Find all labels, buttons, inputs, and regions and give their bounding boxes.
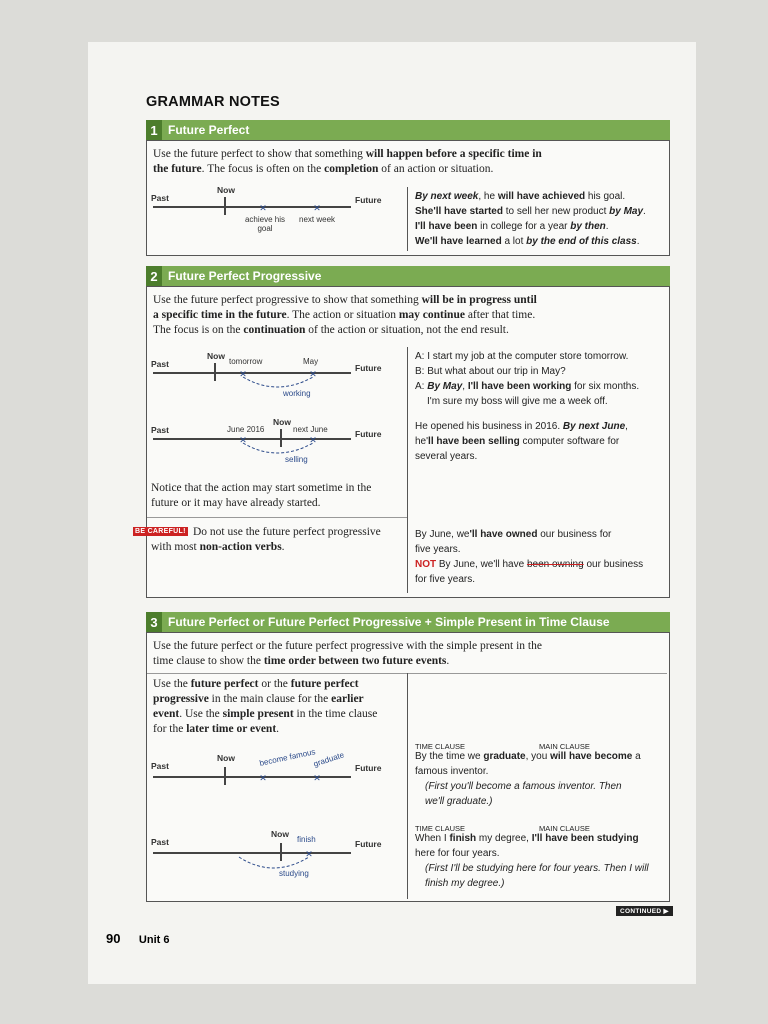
timeline-a-label: tomorrow: [229, 357, 263, 366]
svg-text:✕: ✕: [309, 369, 317, 379]
section-3-box: [146, 632, 670, 902]
timeline-progressive-1: [147, 347, 403, 407]
section-3-number: 3: [146, 612, 162, 632]
section-2-title: Future Perfect Progressive: [168, 269, 322, 283]
timeline-past-label: Past: [151, 193, 169, 203]
timeline-past-label: Past: [151, 837, 169, 847]
section-1-box: [146, 140, 670, 256]
svg-text:✕: ✕: [305, 849, 313, 859]
timeline-time-clause-1: [147, 743, 403, 803]
section-1-examples: [415, 189, 665, 249]
timeline-past-label: Past: [151, 761, 169, 771]
page-number: 90: [106, 931, 121, 946]
example-line: By next week, he will have achieved his goal.: [415, 191, 626, 202]
timeline-now-label: Now: [271, 829, 289, 839]
timeline-c-label: working: [283, 389, 311, 398]
svg-text:✕: ✕: [309, 435, 317, 445]
timeline-b-label: graduate: [312, 750, 346, 769]
section-2-header: [146, 266, 670, 286]
section-1-rule: Use the future perfect to show that something will happen before a specific time in the future. The focus is often on the completion of an action or situation.: [153, 148, 542, 175]
timeline-past-label: Past: [151, 359, 169, 369]
timeline-now-label: Now: [217, 753, 235, 763]
example-line: She'll have started to sell her new product by May.: [415, 206, 646, 217]
page-footer: [106, 930, 169, 948]
section-2-notice: Notice that the action may start sometime in the future or it may have already started.: [151, 482, 372, 509]
svg-text:✕: ✕: [239, 435, 247, 445]
dialogue-line: A: I start my job at the computer store tomorrow.: [415, 351, 629, 362]
example-line: We'll have learned a lot by the end of this class.: [415, 236, 640, 247]
svg-text:✕: ✕: [239, 369, 247, 379]
timeline-future-label: Future: [355, 839, 382, 849]
timeline-future-label: Future: [355, 363, 382, 373]
timeline-now-label: Now: [207, 351, 225, 361]
section-1-title: Future Perfect: [168, 123, 250, 137]
timeline-future-label: Future: [355, 429, 382, 439]
timeline-progressive-2: [147, 413, 403, 473]
section-2-box: [135, 286, 670, 598]
svg-text:✕: ✕: [313, 203, 321, 213]
timeline-past-label: Past: [151, 425, 169, 435]
svg-text:✕: ✕: [259, 203, 267, 213]
svg-text:✕: ✕: [313, 773, 321, 783]
section-3-example-1: TIME CLAUSE MAIN CLAUSE By the time we graduate, you will have become a famous inventor. (First you'll become a famous inventor. Then we'll graduate.): [415, 742, 641, 807]
timeline-b-label: May: [303, 357, 319, 366]
section-1-number: 1: [146, 120, 162, 140]
dialogue-line: A: By May, I'll have been working for six months.: [415, 381, 640, 392]
section-2-example-3: By June, we'll have owned our business for five years. NOT By June, we'll have been owning our business for five years.: [415, 529, 644, 585]
timeline-b-label: next June: [293, 425, 328, 434]
section-2-number: 2: [146, 266, 162, 286]
timeline-future-label: Future: [355, 195, 382, 205]
timeline-c-label: selling: [285, 455, 308, 464]
section-2-careful-note: Do not use the future perfect progressive with most non-action verbs.: [151, 526, 381, 553]
be-careful-badge: BE CAREFUL!: [135, 528, 186, 535]
textbook-page: [88, 42, 696, 984]
timeline-c-label: studying: [279, 869, 309, 878]
dialogue-line: I'm sure my boss will give me a week off.: [427, 396, 608, 407]
section-3-explanation: Use the future perfect or the future perfect progressive in the main clause for the earlier event. Use the simple present in the time clause for the later time or event.: [153, 678, 378, 735]
section-3-header: [146, 612, 670, 632]
timeline-future-perfect: [147, 185, 403, 251]
continued-badge: CONTINUED ▶: [616, 906, 673, 916]
svg-text:✕: ✕: [259, 773, 267, 783]
unit-label: Unit 6: [138, 934, 170, 946]
timeline-a-label: finish: [297, 835, 316, 844]
timeline-future-label: Future: [355, 763, 382, 773]
section-3-example-2: TIME CLAUSE MAIN CLAUSE When I finish my degree, I'll have been studying here for four years. (First I'll be studying here for four years. Then I will finish my degree.): [415, 824, 649, 889]
timeline-x1-label: achieve his goal: [244, 215, 286, 233]
section-1-header: [146, 120, 670, 140]
dialogue-line: B: But what about our trip in May?: [415, 366, 566, 377]
section-2-dialogue: [415, 349, 665, 409]
section-2-example-2: He opened his business in 2016. By next June, he'll have been selling computer software for several years.: [415, 421, 628, 462]
section-3-rule: Use the future perfect or the future perfect progressive with the simple present in the time clause to show the time order between two future events.: [153, 640, 542, 667]
section-2-rule: Use the future perfect progressive to show that something will be in progress until a specific time in the future. The action or situation may continue after that time. The focus is on the continuation of the action or situation, not the end result.: [153, 294, 537, 336]
timeline-x2-label: next week: [299, 215, 336, 224]
timeline-now-label: Now: [273, 417, 291, 427]
timeline-a-label: become famous: [258, 747, 317, 768]
example-line: I'll have been in college for a year by then.: [415, 221, 609, 232]
timeline-now-label: Now: [217, 185, 235, 195]
timeline-time-clause-2: [147, 823, 403, 893]
page-title: GRAMMAR NOTES: [146, 94, 280, 110]
timeline-a-label: June 2016: [227, 425, 265, 434]
section-3-title: Future Perfect or Future Perfect Progressive + Simple Present in Time Clause: [168, 615, 610, 629]
